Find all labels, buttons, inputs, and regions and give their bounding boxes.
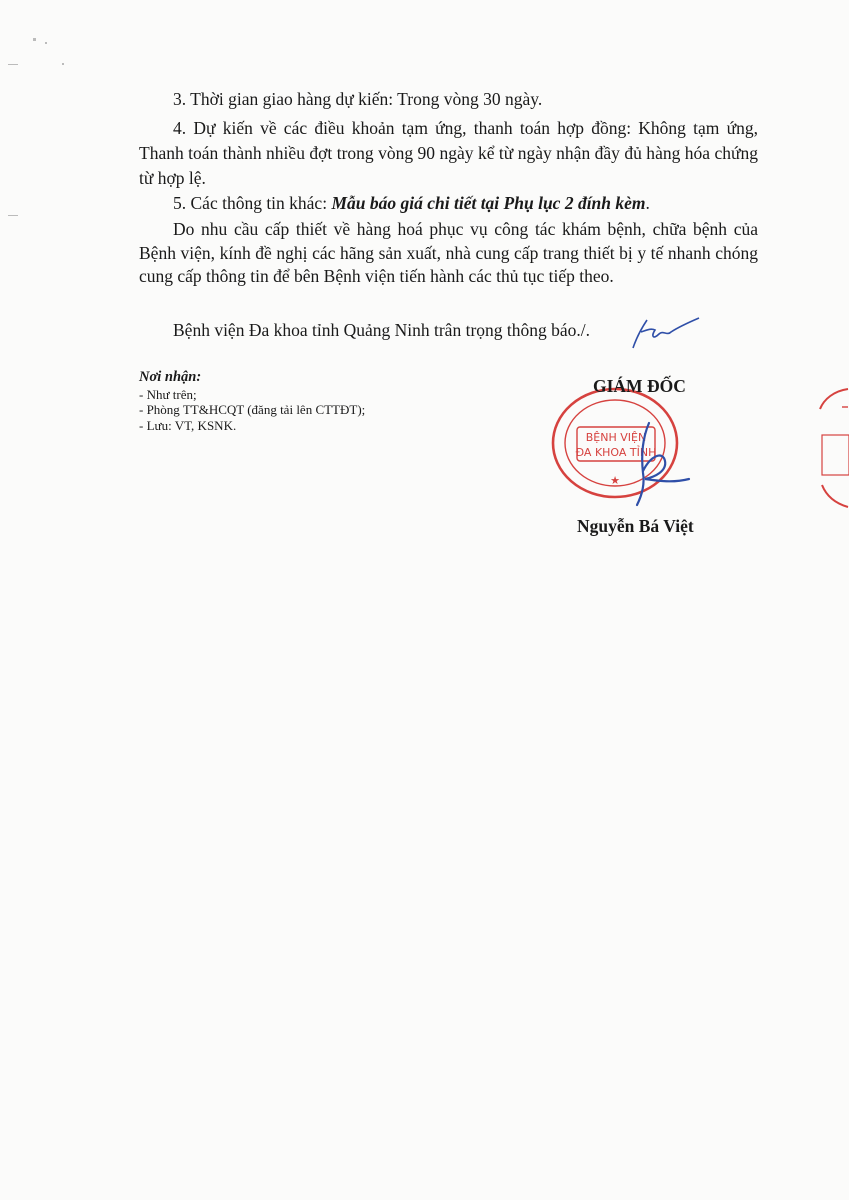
recipient-item: - Phòng TT&HCQT (đăng tải lên CTTĐT);	[139, 402, 366, 417]
scan-speck	[8, 64, 18, 65]
item-5-prefix: 5. Các thông tin khác:	[173, 193, 332, 213]
item-4-payment-terms: 4. Dự kiến về các điều khoản tạm ứng, thanh toán hợp đồng: Không tạm ứng, Thanh toán thành nhiều đợt trong vòng 90 ngày kể từ ngày nhận đầy đủ hàng hóa chứng từ hợp lệ.	[139, 118, 758, 188]
scan-speck	[45, 42, 47, 44]
item-5-suffix: .	[645, 193, 650, 213]
seal-line-1: BỆNH VIỆN	[585, 431, 647, 444]
request-paragraph: Do nhu cầu cấp thiết về hàng hoá phục vụ công tác khám bệnh, chữa bệnh của Bệnh viện, kính đề nghị các hãng sản xuất, nhà cung cấp trang thiết bị y tế nhanh chóng cung cấp thông tin để bên Bệnh viện tiến hành các thủ tục tiếp theo.	[139, 219, 758, 286]
recipients-title: Nơi nhận:	[139, 369, 202, 385]
item-3-delivery-time: 3. Thời gian giao hàng dự kiến: Trong vòng 30 ngày.	[173, 89, 543, 109]
signer-name: Nguyễn Bá Việt	[577, 516, 694, 536]
item-5-emphasis: Mẫu báo giá chi tiết tại Phụ lục 2 đính kèm	[331, 193, 646, 213]
closing-line: Bệnh viện Đa khoa tỉnh Quảng Ninh trân trọng thông báo./.	[173, 320, 591, 340]
recipient-item: - Lưu: VT, KSNK.	[139, 417, 237, 433]
seal-star-icon: ★	[610, 474, 620, 487]
seal-line-2: ĐA KHOA TỈNH	[575, 446, 657, 459]
partial-seal-edge	[812, 385, 849, 515]
item-5-other-info	[139, 191, 758, 216]
scan-speck	[8, 215, 18, 216]
initials-signature	[625, 312, 705, 354]
signature-title: GIÁM ĐỐC	[593, 376, 686, 396]
recipients-block	[139, 370, 459, 433]
scan-speck	[33, 38, 36, 41]
handwritten-signature	[615, 415, 695, 510]
scan-speck	[62, 63, 64, 65]
recipient-item: - Như trên;	[139, 386, 197, 402]
